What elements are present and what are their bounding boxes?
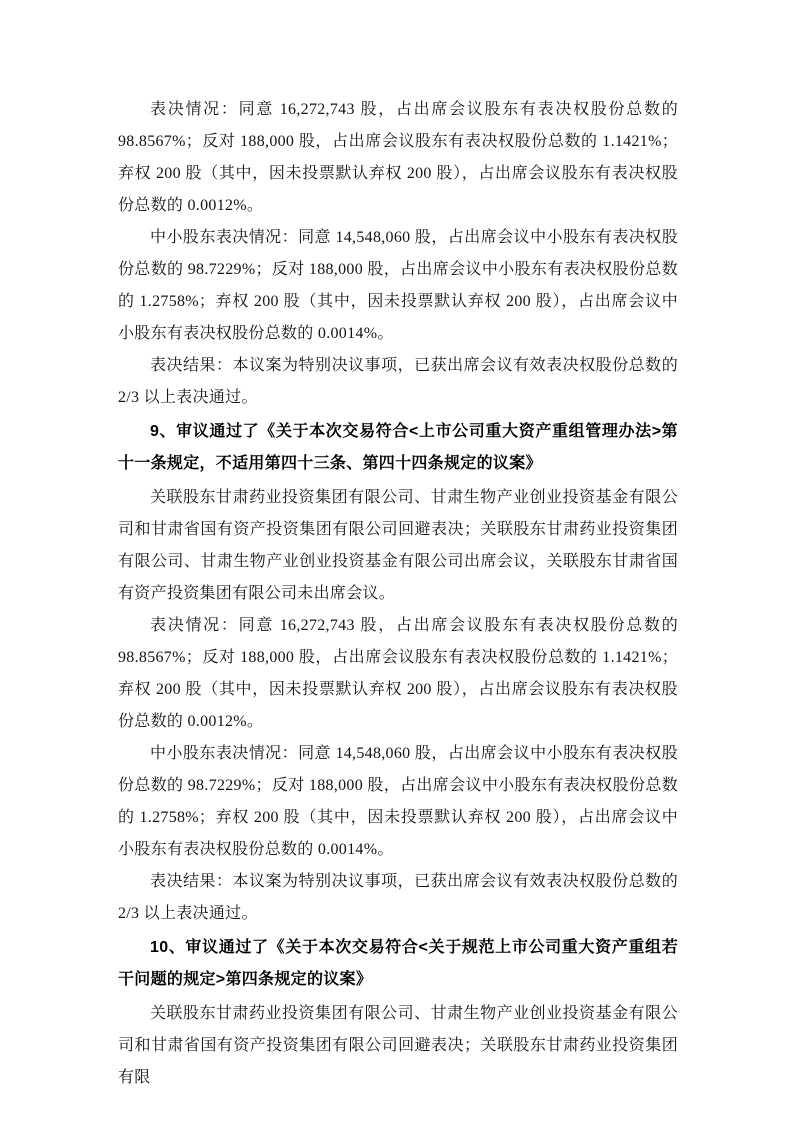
section-9-heading: 9、审议通过了《关于本次交易符合<上市公司重大资产重组管理办法>第十一条规定，不适用第四十三条、第四十四条规定的议案》	[118, 423, 678, 472]
section-10-heading: 10、审议通过了《关于本次交易符合<关于规范上市公司重大资产重组若干问题的规定>第四条规定的议案》	[118, 939, 678, 988]
related-shareholder-recusal-paragraph-2: 关联股东甘肃药业投资集团有限公司、甘肃生物产业创业投资基金有限公司和甘肃省国有资产投资集团有限公司回避表决；关联股东甘肃药业投资集团有限	[118, 1005, 678, 1086]
vote-detail-overall-paragraph-2: 表决情况：同意 16,272,743 股，占出席会议股东有表决权股份总数的 98.8567%；反对 188,000 股，占出席会议股东有表决权股份总数的 1.1421%；弃权 200 股（其中，因未投票默认弃权 200 股），占出席会议股东有表决权股份总数的 0.0012%。	[118, 617, 678, 730]
vote-result-paragraph: 表决结果：本议案为特别决议事项，已获出席会议有效表决权股份总数的 2/3 以上表决通过。	[118, 357, 678, 406]
vote-result-paragraph-2: 表决结果：本议案为特别决议事项，已获出席会议有效表决权股份总数的 2/3 以上表决通过。	[118, 873, 678, 922]
vote-detail-minority-paragraph-2: 中小股东表决情况：同意 14,548,060 股，占出席会议中小股东有表决权股份总数的 98.7229%；反对 188,000 股，占出席会议中小股东有表决权股份总数的 1.2758%；弃权 200 股（其中，因未投票默认弃权 200 股），占出席会议中小股东有表决权股份总数的 0.0014%。	[118, 745, 678, 858]
vote-detail-minority-paragraph: 中小股东表决情况：同意 14,548,060 股，占出席会议中小股东有表决权股份总数的 98.7229%；反对 188,000 股，占出席会议中小股东有表决权股份总数的 1.2758%；弃权 200 股（其中，因未投票默认弃权 200 股），占出席会议中小股东有表决权股份总数的 0.0014%。	[118, 229, 678, 342]
related-shareholder-recusal-paragraph: 关联股东甘肃药业投资集团有限公司、甘肃生物产业创业投资基金有限公司和甘肃省国有资产投资集团有限公司回避表决；关联股东甘肃药业投资集团有限公司、甘肃生物产业创业投资基金有限公司出席会议，关联股东甘肃省国有资产投资集团有限公司未出席会议。	[118, 489, 678, 602]
vote-detail-overall-paragraph: 表决情况：同意 16,272,743 股，占出席会议股东有表决权股份总数的 98.8567%；反对 188,000 股，占出席会议股东有表决权股份总数的 1.1421%；弃权 200 股（其中，因未投票默认弃权 200 股），占出席会议股东有表决权股份总数的 0.0012%。	[118, 101, 678, 214]
document-content	[118, 94, 678, 1094]
